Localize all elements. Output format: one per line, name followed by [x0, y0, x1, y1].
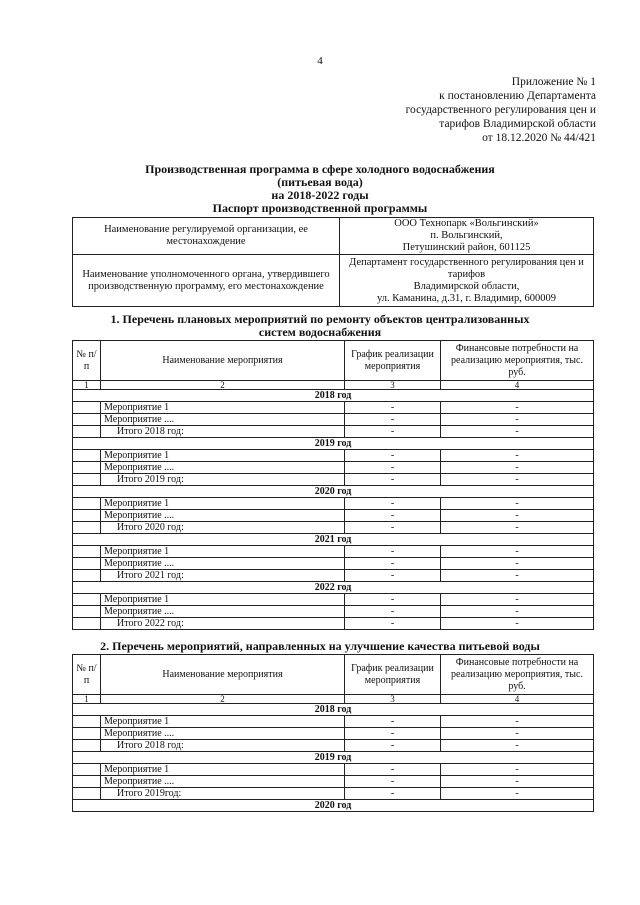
- total-schedule: -: [345, 474, 441, 486]
- event-name: Мероприятие ....: [101, 606, 345, 618]
- table-row: [73, 594, 594, 606]
- year-row: [73, 582, 594, 594]
- total-row: [73, 788, 594, 800]
- table-row: [73, 558, 594, 570]
- event-schedule: -: [345, 510, 441, 522]
- document-title: [0, 163, 640, 215]
- empty-cell: [73, 450, 101, 462]
- event-name: Мероприятие 1: [101, 450, 345, 462]
- event-schedule: -: [345, 764, 441, 776]
- empty-cell: [73, 474, 101, 486]
- title-line: Производственная программа в сфере холодного водоснабжения: [145, 162, 495, 176]
- empty-cell: [73, 546, 101, 558]
- year-row: [73, 534, 594, 546]
- event-schedule: -: [345, 462, 441, 474]
- empty-cell: [73, 728, 101, 740]
- event-schedule: -: [345, 728, 441, 740]
- passport-value-line: ул. Каманина, д.31, г. Владимир, 600009: [376, 292, 557, 304]
- event-schedule: -: [345, 546, 441, 558]
- section2-title: 2. Перечень мероприятий, направленных на улучшение качества питьевой воды: [100, 639, 540, 653]
- event-name: Мероприятие ....: [101, 462, 345, 474]
- empty-cell: [73, 764, 101, 776]
- event-schedule: -: [345, 450, 441, 462]
- water-quality-events-table: [72, 654, 594, 812]
- empty-cell: [73, 558, 101, 570]
- event-cost: -: [441, 414, 594, 426]
- year-row: [73, 800, 594, 812]
- event-cost: -: [441, 450, 594, 462]
- empty-cell: [73, 570, 101, 582]
- repair-events-table: [72, 340, 594, 630]
- event-cost: -: [441, 462, 594, 474]
- empty-cell: [73, 594, 101, 606]
- event-cost: -: [441, 510, 594, 522]
- total-schedule: -: [345, 426, 441, 438]
- section1-title: [0, 313, 640, 339]
- col-header: № п/п: [73, 341, 101, 381]
- appendix-line: к постановлению Департамента: [439, 90, 596, 102]
- appendix-line: Приложение № 1: [511, 76, 596, 88]
- total-row: [73, 522, 594, 534]
- total-cost: -: [441, 474, 594, 486]
- empty-cell: [73, 426, 101, 438]
- total-cost: -: [441, 570, 594, 582]
- year-heading: 2018 год: [73, 704, 594, 716]
- year-heading: 2021 год: [73, 534, 594, 546]
- table-row: [73, 498, 594, 510]
- event-schedule: -: [345, 594, 441, 606]
- passport-value: [340, 255, 594, 307]
- year-heading: 2019 год: [73, 438, 594, 450]
- passport-value: [340, 218, 594, 255]
- event-name: Мероприятие 1: [101, 546, 345, 558]
- total-cost: -: [441, 426, 594, 438]
- col-header: График реализации мероприятия: [345, 655, 441, 695]
- event-cost: -: [441, 594, 594, 606]
- table-row: [73, 462, 594, 474]
- total-schedule: -: [345, 522, 441, 534]
- col-number: 4: [441, 695, 594, 704]
- empty-cell: [73, 522, 101, 534]
- passport-value-line: Петушинский район, 601125: [402, 242, 531, 253]
- table-row: [73, 606, 594, 618]
- event-name: Мероприятие ....: [101, 510, 345, 522]
- table-row: [73, 546, 594, 558]
- event-name: Мероприятие 1: [101, 402, 345, 414]
- col-number: 1: [73, 381, 101, 390]
- total-label: Итого 2022 год:: [101, 618, 345, 630]
- total-label: Итого 2021 год:: [101, 570, 345, 582]
- col-header: Наименование мероприятия: [101, 341, 345, 381]
- empty-cell: [73, 618, 101, 630]
- event-cost: -: [441, 764, 594, 776]
- event-schedule: -: [345, 402, 441, 414]
- year-row: [73, 486, 594, 498]
- event-schedule: -: [345, 776, 441, 788]
- title-line: Паспорт производственной программы: [212, 201, 428, 215]
- total-label: Итого 2019год:: [101, 788, 345, 800]
- col-header: Финансовые потребности на реализацию мероприятия, тыс. руб.: [441, 341, 594, 381]
- total-row: [73, 474, 594, 486]
- total-cost: -: [441, 522, 594, 534]
- total-cost: -: [441, 618, 594, 630]
- event-cost: -: [441, 558, 594, 570]
- event-name: Мероприятие ....: [101, 776, 345, 788]
- total-label: Итого 2018 год:: [101, 426, 345, 438]
- event-name: Мероприятие ....: [101, 414, 345, 426]
- total-row: [73, 740, 594, 752]
- year-row: [73, 438, 594, 450]
- year-heading: 2020 год: [73, 486, 594, 498]
- empty-cell: [73, 740, 101, 752]
- empty-cell: [73, 606, 101, 618]
- event-cost: -: [441, 498, 594, 510]
- year-heading: 2020 год: [73, 800, 594, 812]
- event-cost: -: [441, 546, 594, 558]
- appendix-line: государственного регулирования цен и: [405, 104, 596, 116]
- total-schedule: -: [345, 740, 441, 752]
- table-row: [73, 728, 594, 740]
- title-line: на 2018-2022 годы: [271, 188, 369, 202]
- event-name: Мероприятие ....: [101, 728, 345, 740]
- event-name: Мероприятие 1: [101, 716, 345, 728]
- total-row: [73, 618, 594, 630]
- table-row: [73, 776, 594, 788]
- table-row: [73, 764, 594, 776]
- col-number: 3: [345, 695, 441, 704]
- total-label: Итого 2020 год:: [101, 522, 345, 534]
- col-number: 4: [441, 381, 594, 390]
- total-label: Итого 2018 год:: [101, 740, 345, 752]
- col-header: № п/п: [73, 655, 101, 695]
- passport-value-line: п. Вольгинский,: [430, 230, 503, 241]
- table-row: [73, 510, 594, 522]
- title-line: (питьевая вода): [277, 175, 363, 189]
- empty-cell: [73, 776, 101, 788]
- empty-cell: [73, 716, 101, 728]
- empty-cell: [73, 510, 101, 522]
- total-row: [73, 570, 594, 582]
- passport-value-line: Департамент государственного регулирования цен и тарифов: [349, 256, 584, 280]
- empty-cell: [73, 788, 101, 800]
- total-row: [73, 426, 594, 438]
- event-cost: -: [441, 728, 594, 740]
- event-name: Мероприятие ....: [101, 558, 345, 570]
- col-number: 3: [345, 381, 441, 390]
- col-header: Финансовые потребности на реализацию мероприятия, тыс. руб.: [441, 655, 594, 695]
- empty-cell: [73, 498, 101, 510]
- event-schedule: -: [345, 498, 441, 510]
- total-schedule: -: [345, 618, 441, 630]
- event-schedule: -: [345, 606, 441, 618]
- event-schedule: -: [345, 558, 441, 570]
- year-row: [73, 704, 594, 716]
- total-schedule: -: [345, 788, 441, 800]
- event-cost: -: [441, 402, 594, 414]
- passport-value-line: ООО Технопарк «Вольгинский»: [394, 218, 539, 229]
- event-name: Мероприятие 1: [101, 498, 345, 510]
- passport-table: [72, 217, 594, 307]
- appendix-header: [336, 75, 596, 145]
- col-number: 2: [101, 381, 345, 390]
- event-cost: -: [441, 716, 594, 728]
- total-label: Итого 2019 год:: [101, 474, 345, 486]
- table-row: [73, 402, 594, 414]
- section-title-line: 1. Перечень плановых мероприятий по ремонту объектов централизованных: [110, 312, 530, 326]
- passport-value-line: Владимирской области,: [413, 280, 520, 292]
- year-row: [73, 390, 594, 402]
- page-number: 4: [317, 55, 323, 67]
- passport-label: Наименование уполномоченного органа, утвердившего производственную программу, его местонахождение: [73, 255, 340, 307]
- event-cost: -: [441, 606, 594, 618]
- col-header: График реализации мероприятия: [345, 341, 441, 381]
- event-name: Мероприятие 1: [101, 594, 345, 606]
- col-header: Наименование мероприятия: [101, 655, 345, 695]
- empty-cell: [73, 402, 101, 414]
- table-row: [73, 414, 594, 426]
- event-name: Мероприятие 1: [101, 764, 345, 776]
- passport-label: Наименование регулируемой организации, ее местонахождение: [73, 218, 340, 255]
- event-schedule: -: [345, 716, 441, 728]
- appendix-line: тарифов Владимирской области: [439, 118, 596, 130]
- empty-cell: [73, 414, 101, 426]
- year-heading: 2018 год: [73, 390, 594, 402]
- total-cost: -: [441, 740, 594, 752]
- table-row: [73, 716, 594, 728]
- event-cost: -: [441, 776, 594, 788]
- year-row: [73, 752, 594, 764]
- appendix-line: от 18.12.2020 № 44/421: [482, 132, 596, 144]
- col-number: 2: [101, 695, 345, 704]
- event-schedule: -: [345, 414, 441, 426]
- total-schedule: -: [345, 570, 441, 582]
- total-cost: -: [441, 788, 594, 800]
- empty-cell: [73, 462, 101, 474]
- section-title-line: систем водоснабжения: [258, 325, 382, 339]
- col-number: 1: [73, 695, 101, 704]
- year-heading: 2019 год: [73, 752, 594, 764]
- year-heading: 2022 год: [73, 582, 594, 594]
- table-row: [73, 450, 594, 462]
